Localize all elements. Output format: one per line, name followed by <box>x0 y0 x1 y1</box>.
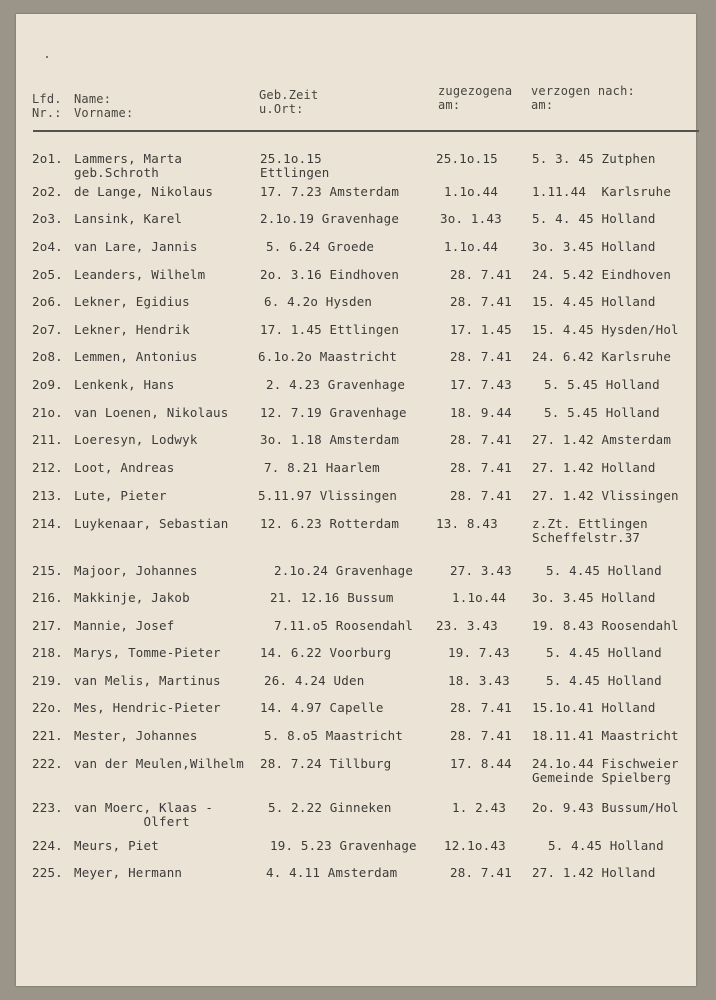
row-name: Lammers, Marta geb.Schroth <box>74 151 183 180</box>
document-page <box>16 14 696 986</box>
row-moved-in: 28. 7.41 <box>450 728 512 743</box>
row-moved-in: 17. 1.45 <box>450 322 512 337</box>
row-number: 225. <box>32 865 63 880</box>
row-moved-out: z.Zt. Ettlingen Scheffelstr.37 <box>532 516 648 545</box>
row-moved-in: 25.1o.15 <box>436 151 498 166</box>
row-moved-in: 27. 3.43 <box>450 563 512 578</box>
row-moved-in: 1.1o.44 <box>444 239 499 254</box>
row-moved-out: 15. 4.45 Hysden/Hol <box>532 322 679 337</box>
row-moved-in: 18. 3.43 <box>448 673 510 688</box>
row-moved-out: 2o. 9.43 Bussum/Hol <box>532 800 679 815</box>
row-name: Lekner, Egidius <box>74 294 190 309</box>
row-number: 2o9. <box>32 377 63 392</box>
row-birth: 2o. 3.16 Eindhoven <box>260 267 400 282</box>
row-birth: 2.1o.24 Gravenhage <box>274 563 414 578</box>
row-moved-out: 27. 1.42 Amsterdam <box>532 432 672 447</box>
row-number: 224. <box>32 838 63 853</box>
row-name: Leanders, Wilhelm <box>74 267 206 282</box>
row-birth: 28. 7.24 Tillburg <box>260 756 392 771</box>
row-moved-in: 3o. 1.43 <box>440 211 502 226</box>
row-name: Mester, Johannes <box>74 728 198 743</box>
header-verzogen: verzogen nach: am: <box>531 84 635 112</box>
row-number: 218. <box>32 645 63 660</box>
row-moved-in: 13. 8.43 <box>436 516 498 531</box>
row-moved-in: 28. 7.41 <box>450 349 512 364</box>
row-moved-in: 19. 7.43 <box>448 645 510 660</box>
row-moved-out: 18.11.41 Maastricht <box>532 728 679 743</box>
row-birth: 21. 12.16 Bussum <box>270 590 394 605</box>
row-moved-out: 5. 4.45 Holland <box>548 838 664 853</box>
row-moved-in: 28. 7.41 <box>450 294 512 309</box>
row-birth: 5. 2.22 Ginneken <box>268 800 392 815</box>
header-zugezogen: zugezogena am: <box>438 84 513 112</box>
row-moved-in: 17. 7.43 <box>450 377 512 392</box>
row-number: 2o4. <box>32 239 63 254</box>
row-moved-out: 5. 5.45 Holland <box>544 377 660 392</box>
row-number: 211. <box>32 432 63 447</box>
row-birth: 7.11.o5 Roosendahl <box>274 618 414 633</box>
row-moved-in: 28. 7.41 <box>450 488 512 503</box>
row-birth: 12. 7.19 Gravenhage <box>260 405 407 420</box>
row-moved-out: 5. 4.45 Holland <box>546 563 662 578</box>
row-name: Lemmen, Antonius <box>74 349 198 364</box>
row-name: Lute, Pieter <box>74 488 167 503</box>
row-number: 2o1. <box>32 151 63 166</box>
row-name: Loot, Andreas <box>74 460 175 475</box>
row-number: 217. <box>32 618 63 633</box>
row-name: van Melis, Martinus <box>74 673 221 688</box>
row-number: 2o8. <box>32 349 63 364</box>
row-birth: 25.1o.15 Ettlingen <box>260 151 330 180</box>
row-name: Lansink, Karel <box>74 211 183 226</box>
row-moved-out: 5. 4.45 Holland <box>546 673 662 688</box>
row-number: 213. <box>32 488 63 503</box>
row-birth: 2.1o.19 Gravenhage <box>260 211 400 226</box>
row-moved-in: 1. 2.43 <box>452 800 507 815</box>
row-birth: 12. 6.23 Rotterdam <box>260 516 400 531</box>
row-name: van Loenen, Nikolaus <box>74 405 229 420</box>
row-moved-out: 27. 1.42 Holland <box>532 460 656 475</box>
row-moved-out: 19. 8.43 Roosendahl <box>532 618 679 633</box>
row-number: 2o7. <box>32 322 63 337</box>
row-name: Meyer, Hermann <box>74 865 183 880</box>
row-name: van Lare, Jannis <box>74 239 198 254</box>
row-number: 222. <box>32 756 63 771</box>
row-birth: 17. 7.23 Amsterdam <box>260 184 400 199</box>
row-number: 221. <box>32 728 63 743</box>
row-name: Luykenaar, Sebastian <box>74 516 229 531</box>
row-birth: 19. 5.23 Gravenhage <box>270 838 417 853</box>
row-birth: 4. 4.11 Amsterdam <box>266 865 398 880</box>
row-number: 223. <box>32 800 63 815</box>
row-birth: 5.11.97 Vlissingen <box>258 488 398 503</box>
row-moved-out: 3o. 3.45 Holland <box>532 590 656 605</box>
row-birth: 6.1o.2o Maastricht <box>258 349 398 364</box>
row-name: van der Meulen,Wilhelm <box>74 756 244 771</box>
row-moved-in: 17. 8.44 <box>450 756 512 771</box>
row-moved-out: 24. 6.42 Karlsruhe <box>532 349 672 364</box>
row-moved-in: 28. 7.41 <box>450 267 512 282</box>
row-moved-out: 5. 3. 45 Zutphen <box>532 151 656 166</box>
row-number: 2o3. <box>32 211 63 226</box>
row-moved-out: 15.1o.41 Holland <box>532 700 656 715</box>
row-name: Mannie, Josef <box>74 618 175 633</box>
header-rule <box>33 130 699 132</box>
row-moved-out: 1.11.44 Karlsruhe <box>532 184 672 199</box>
row-number: 22o. <box>32 700 63 715</box>
row-birth: 7. 8.21 Haarlem <box>264 460 380 475</box>
row-name: Meurs, Piet <box>74 838 159 853</box>
row-number: 2o5. <box>32 267 63 282</box>
row-birth: 17. 1.45 Ettlingen <box>260 322 400 337</box>
row-birth: 2. 4.23 Gravenhage <box>266 377 406 392</box>
row-moved-in: 1.1o.44 <box>444 184 499 199</box>
row-moved-out: 27. 1.42 Holland <box>532 865 656 880</box>
row-number: 216. <box>32 590 63 605</box>
row-number: 214. <box>32 516 63 531</box>
row-moved-in: 18. 9.44 <box>450 405 512 420</box>
row-name: Majoor, Johannes <box>74 563 198 578</box>
row-name: Lenkenk, Hans <box>74 377 175 392</box>
row-moved-out: 5. 4. 45 Holland <box>532 211 656 226</box>
row-moved-in: 28. 7.41 <box>450 432 512 447</box>
header-lfd-nr: Lfd. Nr.: <box>32 92 62 120</box>
row-moved-out: 5. 4.45 Holland <box>546 645 662 660</box>
row-moved-out: 5. 5.45 Holland <box>544 405 660 420</box>
row-number: 212. <box>32 460 63 475</box>
row-birth: 5. 8.o5 Maastricht <box>264 728 404 743</box>
row-moved-out: 15. 4.45 Holland <box>532 294 656 309</box>
row-name: Marys, Tomme-Pieter <box>74 645 221 660</box>
row-name: Mes, Hendric-Pieter <box>74 700 221 715</box>
row-moved-in: 1.1o.44 <box>452 590 507 605</box>
row-birth: 14. 6.22 Voorburg <box>260 645 392 660</box>
row-number: 215. <box>32 563 63 578</box>
row-moved-out: 3o. 3.45 Holland <box>532 239 656 254</box>
row-number: 2o6. <box>32 294 63 309</box>
ink-speck <box>46 56 48 58</box>
row-moved-out: 24.1o.44 Fischweier Gemeinde Spielberg <box>532 756 679 785</box>
row-birth: 6. 4.2o Hysden <box>264 294 373 309</box>
row-name: Loeresyn, Lodwyk <box>74 432 198 447</box>
row-number: 219. <box>32 673 63 688</box>
row-birth: 14. 4.97 Capelle <box>260 700 384 715</box>
header-geb-zeit: Geb.Zeit u.Ort: <box>259 88 319 116</box>
row-birth: 3o. 1.18 Amsterdam <box>260 432 400 447</box>
row-name: Makkinje, Jakob <box>74 590 190 605</box>
row-moved-in: 28. 7.41 <box>450 460 512 475</box>
header-name-vorname: Name: Vorname: <box>74 92 134 120</box>
row-moved-out: 27. 1.42 Vlissingen <box>532 488 679 503</box>
row-name: Lekner, Hendrik <box>74 322 190 337</box>
row-moved-in: 28. 7.41 <box>450 865 512 880</box>
row-moved-out: 24. 5.42 Eindhoven <box>532 267 672 282</box>
row-birth: 26. 4.24 Uden <box>264 673 365 688</box>
row-number: 2o2. <box>32 184 63 199</box>
row-name: van Moerc, Klaas - Olfert <box>74 800 214 829</box>
row-number: 21o. <box>32 405 63 420</box>
row-moved-in: 12.1o.43 <box>444 838 506 853</box>
row-moved-in: 28. 7.41 <box>450 700 512 715</box>
row-moved-in: 23. 3.43 <box>436 618 498 633</box>
row-birth: 5. 6.24 Groede <box>266 239 375 254</box>
row-name: de Lange, Nikolaus <box>74 184 214 199</box>
